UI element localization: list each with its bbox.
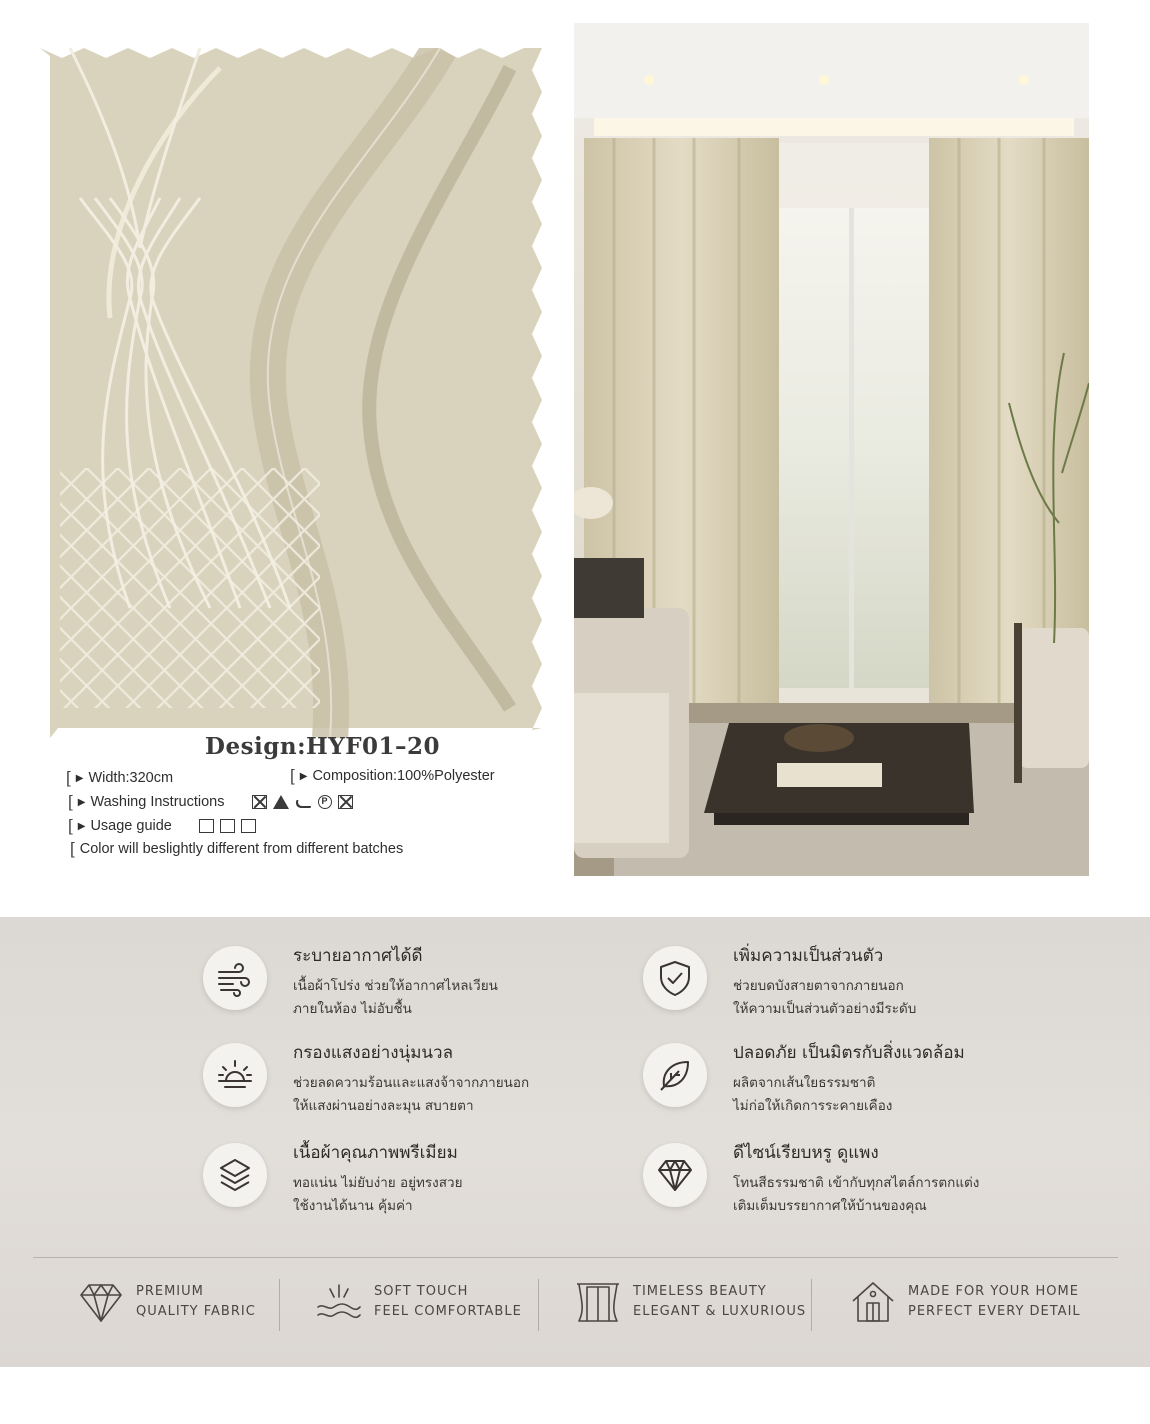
- feature-title: ระบายอากาศได้ดี: [293, 946, 423, 966]
- batch-note: [ Color will beslightly different from different batches: [70, 839, 404, 858]
- badge-line: ELEGANT & LUXURIOUS: [633, 1304, 807, 1319]
- badge-premium: [78, 1279, 256, 1325]
- diamond-outline-icon: [78, 1279, 124, 1325]
- feature-desc-line: โทนสีธรรมชาติ เข้ากับทุกสไตล์การตกแต่ง: [733, 1175, 980, 1191]
- badge-soft-touch: [316, 1279, 522, 1325]
- diamond-icon: [643, 1143, 707, 1207]
- no-wash-icon: [252, 795, 267, 809]
- room-usage-icon: [241, 819, 256, 833]
- badge-home: [850, 1279, 1081, 1325]
- feature-desc-line: ไม่ก่อให้เกิดการระคายเคือง: [733, 1098, 893, 1114]
- features-panel: [0, 917, 1150, 1367]
- width-spec: [ ▶ Width:320cm: [66, 768, 174, 787]
- badge-line: SOFT TOUCH: [374, 1284, 469, 1299]
- width-label: Width:320cm: [88, 770, 174, 786]
- composition-spec: [ ▶ Composition:100%Polyester: [290, 766, 495, 785]
- feature-title: เนื้อผ้าคุณภาพพรีเมียม: [293, 1143, 458, 1163]
- washing-symbols: [252, 795, 353, 809]
- usage-label: Usage guide: [90, 818, 172, 834]
- feature-desc-line: เติมเต็มบรรยากาศให้บ้านของคุณ: [733, 1198, 927, 1214]
- feature-breathable: [203, 942, 498, 1021]
- no-bleach-icon: [273, 795, 289, 809]
- feature-desc-line: ทอแน่น ไม่ยับง่าย อยู่ทรงสวย: [293, 1175, 463, 1191]
- feature-desc-line: ช่วยลดความร้อนและแสงจ้าจากภายนอก: [293, 1075, 530, 1091]
- badge-separator: [538, 1279, 539, 1331]
- feature-premium-fabric: [203, 1139, 463, 1218]
- badge-separator: [811, 1279, 812, 1331]
- layers-icon: [203, 1143, 267, 1207]
- washing-label: Washing Instructions: [90, 794, 225, 810]
- window-usage-icon: [220, 819, 235, 833]
- dry-clean-icon: P: [318, 795, 332, 809]
- feature-desc-line: เนื้อผ้าโปร่ง ช่วยให้อากาศไหลเวียน: [293, 978, 498, 994]
- feature-title: กรองแสงอย่างนุ่มนวล: [293, 1043, 453, 1063]
- badge-separator: [279, 1279, 280, 1331]
- feature-eco-friendly: [643, 1039, 965, 1118]
- house-icon: [850, 1279, 896, 1325]
- washing-spec: [ ▶ Washing Instructions P: [68, 792, 353, 812]
- wind-icon: [203, 946, 267, 1010]
- no-tumble-dry-icon: [338, 795, 353, 809]
- badge-line: PERFECT EVERY DETAIL: [908, 1304, 1081, 1319]
- badge-line: PREMIUM: [136, 1284, 204, 1299]
- leaf-icon: [643, 1043, 707, 1107]
- badge-line: QUALITY FABRIC: [136, 1304, 256, 1319]
- curtain-window-icon: [575, 1279, 621, 1325]
- feature-elegant-design: [643, 1139, 979, 1218]
- feature-desc-line: ให้แสงผ่านอย่างละมุน สบายตา: [293, 1098, 474, 1114]
- feature-desc-line: ให้ความเป็นส่วนตัวอย่างมีระดับ: [733, 1001, 917, 1017]
- feature-title: เพิ่มความเป็นส่วนตัว: [733, 946, 884, 966]
- batch-note-text: Color will beslightly different from different batches: [79, 841, 404, 857]
- soft-touch-icon: [316, 1279, 362, 1325]
- sun-icon: [203, 1043, 267, 1107]
- feature-desc-line: ใช้งานได้นาน คุ้มค่า: [293, 1198, 413, 1214]
- feature-title: ปลอดภัย เป็นมิตรกับสิ่งแวดล้อม: [733, 1043, 965, 1063]
- feature-desc-line: ช่วยบดบังสายตาจากภายนอก: [733, 978, 904, 994]
- iron-icon: [293, 800, 313, 808]
- badge-line: MADE FOR YOUR HOME: [908, 1284, 1079, 1299]
- feature-title: ดีไซน์เรียบหรู ดูแพง: [733, 1143, 879, 1163]
- feature-desc-line: ผลิตจากเส้นใยธรรมชาติ: [733, 1075, 876, 1091]
- feature-light-filter: [203, 1039, 529, 1118]
- composition-label: Composition:100%Polyester: [312, 768, 495, 784]
- design-code-title: Design:HYF01–20: [205, 733, 441, 760]
- badge-line: FEEL COMFORTABLE: [374, 1304, 522, 1319]
- living-room-photo: [574, 23, 1089, 876]
- shield-check-icon: [643, 946, 707, 1010]
- usage-symbols: [199, 819, 256, 833]
- curtain-usage-icon: [199, 819, 214, 833]
- badge-timeless: [575, 1279, 806, 1325]
- feature-desc-line: ภายในห้อง ไม่อับชื้น: [293, 1001, 412, 1017]
- fabric-swatch-image: [40, 48, 542, 738]
- usage-spec: [ ▶ Usage guide: [68, 816, 256, 836]
- badge-line: TIMELESS BEAUTY: [633, 1284, 767, 1299]
- feature-privacy: [643, 942, 916, 1021]
- section-divider: [33, 1257, 1118, 1258]
